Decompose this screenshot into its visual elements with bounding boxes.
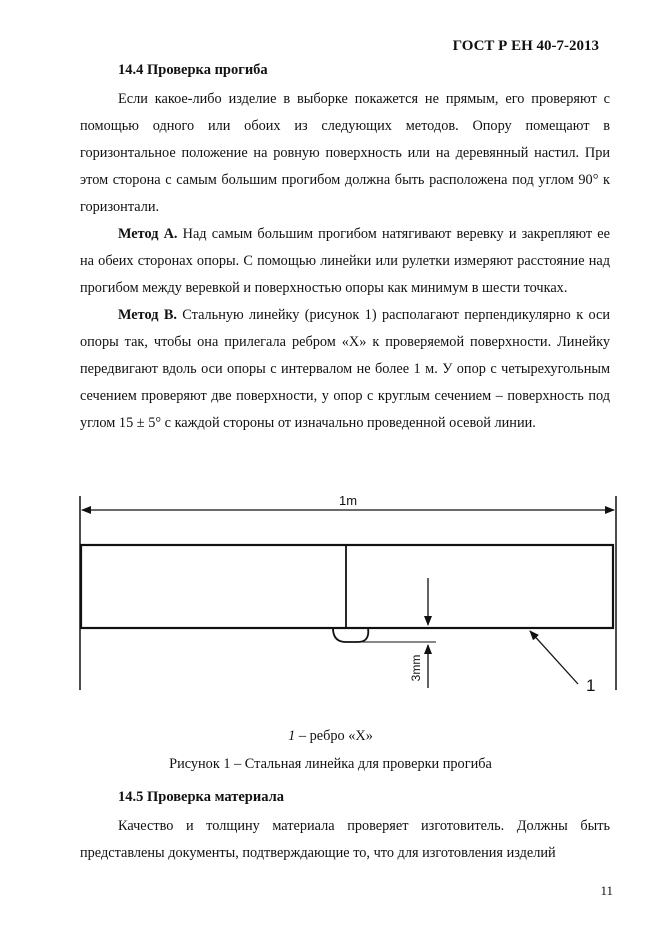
figure-legend: [0, 728, 661, 745]
method-a-text: Над самым большим прогибом натягивают веревку и закрепляют ее на обеих сторонах опоры. С помощью линейки или рулетки измеряют расстояние над прогибом между веревкой и поверхностью опоры как минимум в шести точках.: [80, 226, 610, 296]
deflection-bulge: [333, 628, 368, 642]
gap-label: 3mm: [409, 654, 423, 682]
intro-paragraph: Если какое-либо изделие в выборке покажется не прямым, его проверяют с помощью одного или обоих из следующих методов. Опору помещают в горизонтальное положение на ровную поверхность или на деревянный настил. При этом сторона с самым большим прогибом должна быть расположена под углом 90° к горизонтали.: [80, 91, 610, 215]
section-heading-14-5: 14.5 Проверка материала: [118, 789, 284, 805]
edge-x-callout-leader: [530, 631, 578, 684]
callout-number: 1: [586, 676, 596, 695]
document-code: ГОСТ Р ЕН 40-7-2013: [452, 38, 599, 54]
method-b-text: Стальную линейку (рисунок 1) располагают перпендикулярно к оси опоры так, чтобы она прилегала ребром «Х» к проверяемой поверхности. Линейку передвигают вдоль оси опоры с интервалом не более 1 м. У опор с четырехугольным сечением проверяют две поверхности, у опор с круглым сечением – поверхность под углом 15 ± 5° с каждой стороны от изначально проведенной осевой линии.: [80, 307, 610, 431]
material-paragraph: Качество и толщину материала проверяет изготовитель. Должны быть представлены документы, подтверждающие то, что для изготовления изделий: [80, 818, 610, 861]
method-b-label: Метод В.: [118, 307, 177, 323]
method-a-label: Метод А.: [118, 226, 178, 242]
legend-item-number: 1: [288, 728, 296, 744]
section-14-4-body: [80, 86, 610, 437]
legend-item-text: – ребро «Х»: [295, 728, 373, 744]
steel-ruler: [81, 545, 613, 628]
figure-title: Рисунок 1 – Стальная линейка для проверки прогиба: [169, 756, 492, 772]
page-number: 11: [600, 883, 613, 898]
method-b-paragraph: [80, 302, 610, 437]
ruler-figure: [78, 490, 618, 695]
section-14-5-body: [80, 813, 610, 867]
length-label: 1m: [338, 493, 358, 508]
method-a-paragraph: [80, 221, 610, 302]
section-heading-14-4: 14.4 Проверка прогиба: [118, 62, 268, 78]
